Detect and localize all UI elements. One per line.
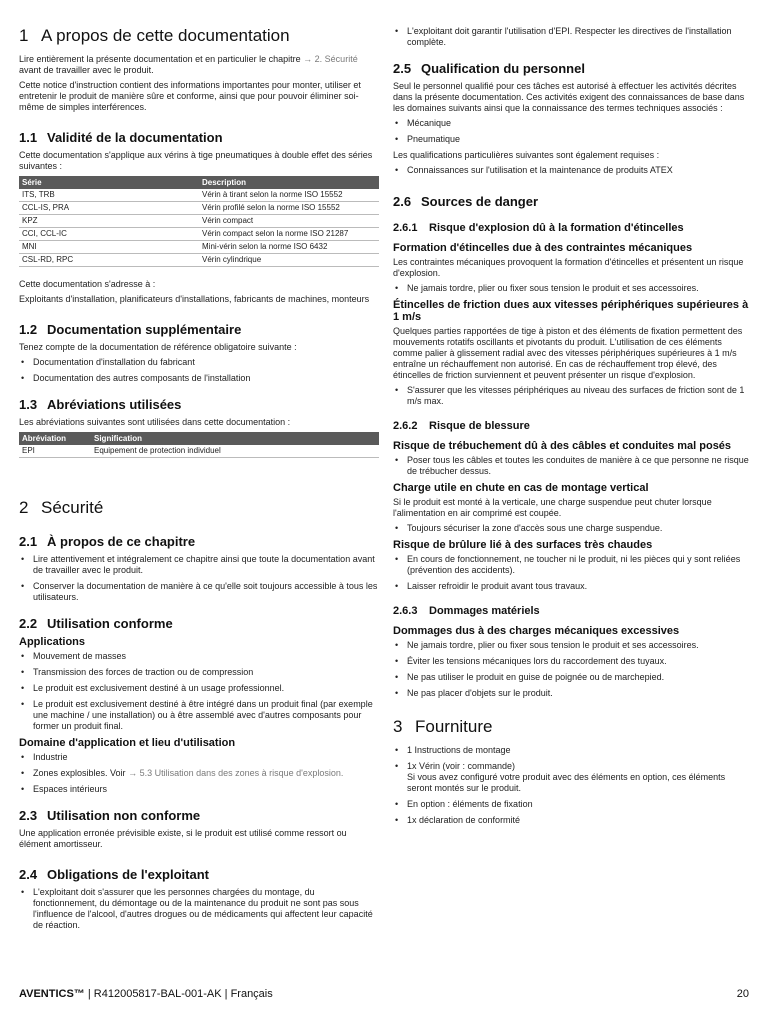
series-table: [19, 176, 379, 267]
bullet-list: [393, 640, 751, 699]
table-row: MNI Mini-vérin selon la norme ISO 6432: [19, 241, 379, 254]
list-item: • Ne jamais tordre, plier ou fixer sous tension le produit et ses accessoires.: [393, 283, 751, 294]
subsection-heading: 1.1 Validité de la documentation: [19, 130, 223, 145]
paragraph: Les contraintes mécaniques provoquent la formation d'étincelles et présentent un risque d'explosion.: [393, 257, 744, 278]
subheading: Risque de brûlure lié à des surfaces très chaudes: [393, 539, 653, 551]
list-item: • S'assurer que les vitesses périphériques au niveau des surfaces de friction sont de 1 m/s max.: [393, 385, 751, 407]
subsection-heading: 2.6 Sources de danger: [393, 194, 539, 209]
list-item: • 1x Vérin (voir : commande) Si vous avez configuré votre produit avec des éléments en option, ces éléments seront montés sur le produit.: [393, 761, 751, 794]
list-item: • Mouvement de masses: [19, 651, 379, 662]
list-item: • 1 Instructions de montage: [393, 745, 751, 756]
list-item: • Mécanique: [393, 118, 751, 129]
subsection-heading: 2.5 Qualification du personnel: [393, 61, 585, 76]
paragraph: Une application erronée prévisible existe, si le produit est utilisé comme ressort ou élément amortisseur.: [19, 828, 347, 849]
bullet-list: [393, 165, 751, 176]
list-item: • Transmission des forces de traction ou de compression: [19, 667, 379, 678]
list-item: • Le produit est exclusivement destiné à être intégré dans un produit final (par exemple une machine / une installation) ou à être assemblé avec d'autres composants pour former un produit final.: [19, 699, 379, 732]
bullet-list: [393, 26, 751, 48]
bullet-list: [19, 752, 379, 795]
brand-name: AVENTICS™: [19, 988, 85, 1000]
subsection-heading: 2.2 Utilisation conforme: [19, 616, 173, 631]
list-item: • En cours de fonctionnement, ne toucher ni le produit, ni les pièces qui y sont reliées (prévention des accidents).: [393, 554, 751, 576]
left-column: [19, 26, 379, 936]
paragraph: Seul le personnel qualifié pour ces tâches est autorisé à effectuer les activités décrites dans la présente documentation. Ces activités exigent des connaissances de base dans les domaines suivants ainsi que la connaissance des termes techniques associés :: [393, 81, 745, 113]
paragraph: Les qualifications particulières suivantes sont également requises :: [393, 150, 660, 160]
paragraph: Les abréviations suivantes sont utilisées dans cette documentation :: [19, 417, 291, 427]
paragraph: Cette notice d'instruction contient des informations importantes pour monter, utiliser et entretenir le produit de manière sûre et conforme, ainsi que pour pouvoir éliminer soi-même de simples interférences.: [19, 80, 361, 112]
paragraph: Cette documentation s'adresse à :: [19, 279, 156, 289]
bullet-list: [393, 118, 751, 145]
table-header: Signification: [91, 432, 379, 445]
bullet-list: [393, 455, 751, 477]
bullet-list: [393, 554, 751, 592]
list-item: • Documentation des autres composants de l'installation: [19, 373, 379, 384]
bullet-list: [393, 523, 751, 534]
list-item: • Poser tous les câbles et toutes les conduites de manière à ce que personne ne risque de trébucher dessus.: [393, 455, 751, 477]
paragraph: Exploitants d'installation, planificateurs d'installations, fabricants de machines, monteurs: [19, 294, 370, 304]
list-item: • Documentation d'installation du fabricant: [19, 357, 379, 368]
list-item: • Ne pas placer d'objets sur le produit.: [393, 688, 751, 699]
table-row: CCI, CCL-IC Vérin compact selon la norme ISO 21287: [19, 228, 379, 241]
subsubsection-heading: 2.6.1 Risque d'explosion dû à la formation d'étincelles: [393, 222, 684, 234]
table-header: Abréviation: [19, 432, 91, 445]
paragraph: Cette documentation s'applique aux vérins à tige pneumatiques à double effet des séries suivantes :: [19, 150, 373, 171]
subheading: Risque de trébuchement dû à des câbles et conduites mal posés: [393, 440, 732, 452]
list-item: • L'exploitant doit garantir l'utilisation d'EPI. Respecter les directives de l'installation complète.: [393, 26, 751, 48]
list-item: • Zones explosibles. Voir → 5.3 Utilisation dans des zones à risque d'explosion.: [19, 768, 379, 779]
list-item: • Pneumatique: [393, 134, 751, 145]
subsection-heading: 2.3 Utilisation non conforme: [19, 808, 201, 823]
abbreviations-table: [19, 432, 379, 458]
bullet-list: [19, 554, 379, 603]
cross-reference-link[interactable]: → 5.3 Utilisation dans des zones à risque d'explosion.: [128, 768, 344, 778]
list-item: • Ne jamais tordre, plier ou fixer sous tension le produit et ses accessoires.: [393, 640, 751, 651]
subheading: Charge utile en chute en cas de montage vertical: [393, 482, 649, 494]
table-row: EPI Equipement de protection individuel: [19, 445, 379, 458]
subsection-heading: 2.1 À propos de ce chapitre: [19, 534, 196, 549]
subsection-heading: 2.4 Obligations de l'exploitant: [19, 867, 209, 882]
table-row: ITS, TRB Vérin à tirant selon la norme ISO 15552: [19, 189, 379, 202]
subheading: Domaine d'application et lieu d'utilisation: [19, 737, 236, 749]
paragraph: Si le produit est monté à la verticale, une charge suspendue peut chuter lorsque l'alimentation en air comprimé est coupée.: [393, 497, 712, 518]
bullet-list: [19, 651, 379, 732]
paragraph: Lire entièrement la présente documentation et en particulier le chapitre → 2. Sécurité avant de travailler avec le produit.: [19, 54, 358, 75]
list-item: • Conserver la documentation de manière à ce qu'elle soit toujours accessible à tous les utilisateurs.: [19, 581, 379, 603]
list-item: • 1x déclaration de conformité: [393, 815, 751, 826]
list-item: • L'exploitant doit s'assurer que les personnes chargées du montage, du fonctionnement, du démontage ou de la maintenance du produit ne sont pas sous l'influence de l'alcool, d'autres drogues ou de médicaments qui affectent leur capacité de réaction.: [19, 887, 379, 931]
bullet-list: [19, 357, 379, 384]
cross-reference-link[interactable]: → 2. Sécurité: [303, 54, 358, 64]
section-heading: 2 Sécurité: [19, 498, 104, 517]
paragraph: Quelques parties rapportées de tige à piston et des éléments de fixation permettent des mouvements rotatifs oscillants et pivotants du produit. L'utilisation de ces éléments comme palier à glissement radial avec des vitesses périphériques supérieures à 1 m/s entraîne un réchauffement non autorisé. En cas de réchauffement trop élevé, des étincelles de friction surviennent et peuvent présenter un risque d'explosion.: [393, 326, 743, 380]
subsubsection-heading: 2.6.2 Risque de blessure: [393, 420, 530, 432]
list-item: • Toujours sécuriser la zone d'accès sous une charge suspendue.: [393, 523, 751, 534]
document-reference: | R412005817-BAL-001-AK | Français: [84, 988, 273, 1000]
subheading: Dommages dus à des charges mécaniques excessives: [393, 625, 680, 637]
list-item: • Ne pas utiliser le produit en guise de poignée ou de marchepied.: [393, 672, 751, 683]
subheading: Applications: [19, 636, 86, 648]
section-heading: 1 A propos de cette documentation: [19, 26, 290, 45]
list-item: • En option : éléments de fixation: [393, 799, 751, 810]
table-header: Série: [19, 176, 199, 189]
right-column: [393, 26, 751, 831]
page-number: 20: [736, 988, 749, 1000]
bullet-list: [393, 385, 751, 407]
bullet-list: [393, 283, 751, 294]
subheading: Formation d'étincelles due à des contraintes mécaniques: [393, 242, 693, 254]
table-row: CSL-RD, RPC Vérin cylindrique: [19, 254, 379, 267]
subsection-heading: 1.3 Abréviations utilisées: [19, 397, 182, 412]
list-item: • Lire attentivement et intégralement ce chapitre ainsi que toute la documentation avant de travailler avec le produit.: [19, 554, 379, 576]
bullet-list: [19, 887, 379, 931]
subheading: Étincelles de friction dues aux vitesses périphériques supérieures à 1 m/s: [393, 299, 749, 323]
list-item: • Connaissances sur l'utilisation et la maintenance de produits ATEX: [393, 165, 751, 176]
subsubsection-heading: 2.6.3 Dommages matériels: [393, 605, 540, 617]
list-item: • Le produit est exclusivement destiné à un usage professionnel.: [19, 683, 379, 694]
table-header: Description: [199, 176, 379, 189]
page-footer: [19, 988, 749, 1000]
list-item: • Espaces intérieurs: [19, 784, 379, 795]
section-heading: 3 Fourniture: [393, 717, 493, 736]
list-item: • Laisser refroidir le produit avant tous travaux.: [393, 581, 751, 592]
table-row: CCL-IS, PRA Vérin profilé selon la norme ISO 15552: [19, 202, 379, 215]
paragraph: Tenez compte de la documentation de référence obligatoire suivante :: [19, 342, 297, 352]
list-item: • Éviter les tensions mécaniques lors du raccordement des tuyaux.: [393, 656, 751, 667]
table-row: KPZ Vérin compact: [19, 215, 379, 228]
subsection-heading: 1.2 Documentation supplémentaire: [19, 322, 242, 337]
list-item: • Industrie: [19, 752, 379, 763]
bullet-list: [393, 745, 751, 826]
